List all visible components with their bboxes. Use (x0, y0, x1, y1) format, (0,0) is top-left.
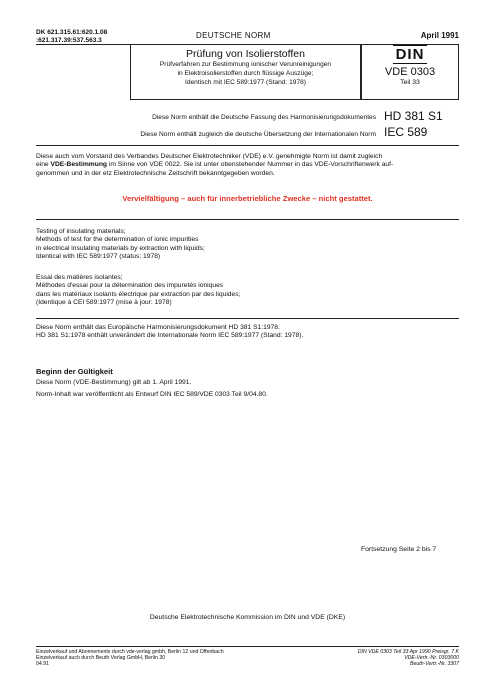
document-title: Prüfung von Isolierstoffen (186, 48, 305, 60)
din-logo-text: DIN (393, 45, 428, 64)
title-sub-2: in Elektroisolierstoffen durch flüssige Auszüge; (177, 70, 314, 77)
continuation-note: Fortsetzung Seite 2 bis 7 (361, 546, 437, 553)
commission-line: Deutsche Elektrotechnische Kommission im DIN und VDE (DKE) (149, 614, 346, 621)
section-rule-2 (36, 219, 459, 220)
vde-number: VDE 0303 (384, 66, 436, 78)
footer-right-3: Beuth-Vertr.-Nr. 3307 (409, 661, 459, 667)
dk-line-1: DK 621.315.61:620.1.08 (36, 29, 108, 36)
title-box (130, 44, 361, 100)
footer-left-2: Einzelverkauf auch durch Beuth Verlag GmbH, Berlin 30 (36, 655, 166, 661)
intro-line-2a: eine (36, 161, 51, 169)
footer-right-1: DIN VDE 0303 Teil 33 Apr 1990 Preisgr. 7 K (357, 649, 459, 655)
european-paragraph (36, 324, 459, 341)
intro-line-2 (36, 161, 459, 169)
european-line-1: Diese Norm enthält das Europäische Harmonisierungsdokument HD 381 S1:1978. (36, 324, 280, 331)
english-line-3: in electrical insulating materials by extraction with liquids; (36, 244, 205, 252)
french-title (36, 274, 459, 308)
part-number: Teil 33 (400, 79, 420, 86)
french-line-1: Essai des matières isolantes; (36, 274, 123, 281)
copy-warning: Vervielfältigung – auch für innerbetriebliche Zwecke – nicht gestattet. (122, 194, 373, 203)
intro-line-1: Diese auch vom Vorstand des Verbandes Deutscher Elektrotechniker (VDE) e.V. genehmigte Norm ist damit zugleich (36, 153, 383, 160)
title-sub-3: Identisch mit IEC 589:1977 (Stand: 1978) (185, 79, 306, 86)
vde-bestimmung: VDE-Bestimmung (50, 161, 107, 169)
validity-heading: Beginn der Gültigkeit (36, 367, 113, 376)
validity-line-2: Norm-Inhalt war veröffentlicht als Entwurf DIN IEC 589/VDE 0303 Teil 9/04.80. (36, 391, 268, 398)
european-line-2: HD 381 S1:1978 enthält unverändert die Internationale Norm IEC 589:1977 (Stand: 1978). (36, 332, 304, 340)
title-sub-1: Prüfverfahren zur Bestimmung ionischer Verunreinigungen (159, 61, 332, 68)
footer-left-3: 04.91 (36, 661, 49, 667)
section-rule-1 (36, 145, 459, 146)
french-line-2: Méthodes d'essai pour la détermination des impuretés ioniques (36, 282, 224, 290)
footer-right (358, 649, 459, 667)
norm-label: DEUTSCHE NORM (196, 31, 271, 40)
footer-rule (36, 646, 459, 647)
english-line-2: Methods of test for the determination of ionic impurities (36, 236, 199, 244)
iec-text: Diese Norm enthält zugleich die deutsche Übersetzung der Internationalen Norm (140, 131, 376, 138)
din-logo (362, 47, 458, 62)
footer-left (36, 649, 224, 667)
issue-date: April 1991 (420, 31, 459, 40)
intro-line-3: genommen und in der etz Elektrotechnische Zeitschrift bekanntgegeben worden. (36, 169, 275, 177)
harmonization-value: HD 381 S1 (384, 109, 443, 123)
section-rule-3 (36, 318, 459, 319)
french-line-3: dans les matériaux isolants électrique par extraction par des liquides; (36, 290, 241, 298)
english-title (36, 228, 459, 262)
dk-line-2: :621.317.39:537.563.3 (36, 37, 102, 44)
english-line-1: Testing of insulating materials; (36, 228, 126, 235)
intro-line-2b: im Sinne von VDE 0022. Sie ist unter obenstehender Nummer in das VDE-Vorschriftenwerk auf- (107, 161, 394, 169)
intro-paragraph (36, 153, 459, 178)
validity-line-1: Diese Norm (VDE-Bestimmung) gilt ab 1. April 1991. (36, 379, 192, 386)
english-line-4: Identical with IEC 589:1977 (status: 1978) (36, 253, 161, 261)
iec-value: IEC 589 (384, 125, 428, 139)
dk-classification (36, 29, 107, 45)
din-box (361, 44, 459, 100)
french-line-4: (Identique à CEI 589:1977 (mise à jour: 1978) (36, 299, 172, 307)
footer-left-1: Einzelverkauf und Abonnements durch vde-verlag gmbh, Berlin 12 und Offenbach (36, 649, 224, 655)
harmonization-text: Diese Norm enthält die Deutsche Fassung des Harmonisierungsdokumentes (152, 114, 376, 121)
footer-right-2: VDE-Vertr.-Nr. 0303000 (404, 655, 459, 661)
